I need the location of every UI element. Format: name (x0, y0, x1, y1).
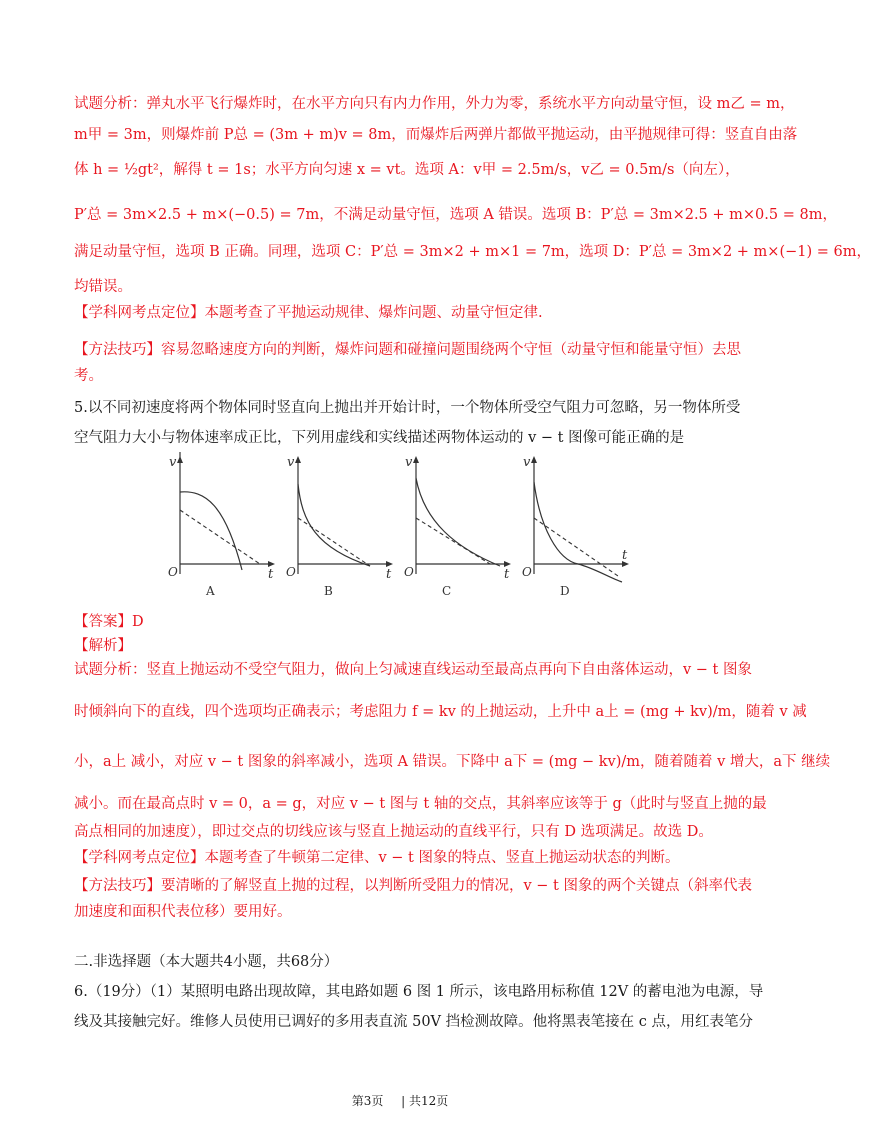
graph-d-option-label: D (560, 584, 570, 598)
graph-d-y-label: v (523, 455, 531, 470)
graph-c-solid-curve (416, 478, 500, 566)
graph-c-origin: O (404, 565, 414, 579)
graph-b-svg (278, 452, 396, 602)
graph-b-option-label: B (324, 584, 333, 598)
kaodian-line: 【学科网考点定位】本题考查了平抛运动规律、爆炸问题、动量守恒定律. (74, 305, 543, 321)
graph-d-origin: O (522, 565, 532, 579)
answer-analysis-line-5: 高点相同的加速度），即过交点的切线应该与竖直上抛运动的直线平行，只有 D 选项满足。故选 D。 (74, 824, 713, 840)
graph-c (396, 452, 514, 602)
answer-line: 【答案】D (74, 614, 144, 630)
graph-d-x-label: t (622, 548, 628, 563)
graph-d (514, 452, 632, 602)
graph-b-solid-curve (298, 484, 370, 566)
graph-b-y-label: v (287, 455, 295, 470)
analysis-line-4: P′总 = 3m×2.5 + m×(−0.5) = 7m，不满足动量守恒，选项 A 错误。选项 B：P′总 = 3m×2.5 + m×0.5 = 8m， (74, 207, 837, 223)
answer-analysis-line-2: 时倾斜向下的直线，四个选项均正确表示；考虑阻力 f = kv 的上抛运动，上升中 a上 = (mg + kv)/m，随着 v 减 (74, 704, 807, 720)
graph-c-svg (396, 452, 514, 602)
graph-d-y-arrow (531, 456, 537, 463)
graph-c-dashed-line (416, 518, 490, 564)
graph-a-svg (160, 452, 278, 602)
analysis-line-1: 试题分析：弹丸水平飞行爆炸时，在水平方向只有内力作用，外力为零，系统水平方向动量守恒，设 m乙 = m， (74, 96, 795, 112)
fangfa-line-1: 【方法技巧】容易忽略速度方向的判断，爆炸问题和碰撞问题围绕两个守恒（动量守恒和能量守恒）去思 (74, 342, 741, 358)
graph-b-dashed-line (298, 518, 370, 566)
graph-c-y-label: v (405, 455, 413, 470)
page-total: 共12页 (408, 1094, 449, 1108)
graph-c-y-arrow (413, 456, 419, 463)
analysis-line-3: 体 h = ½gt²，解得 t = 1s；水平方向匀速 x = vt。选项 A：v甲 = 2.5m/s，v乙 = 0.5m/s（向左）， (74, 162, 740, 178)
question5-line-1: 5.以不同初速度将两个物体同时竖直向上抛出并开始计时，一个物体所受空气阻力可忽略，另一物体所受 (74, 400, 741, 416)
graph-a (160, 452, 278, 602)
graph-a-origin: O (168, 565, 178, 579)
graph-a-y-label: v (169, 455, 177, 470)
analysis-line-2: m甲 = 3m，则爆炸前 P总 = (3m + m)v = 8m，而爆炸后两弹片都做平抛运动，由平抛规律可得：竖直自由落 (74, 127, 798, 143)
graph-b (278, 452, 396, 602)
graph-c-x-label: t (504, 567, 510, 582)
graph-b-origin: O (286, 565, 296, 579)
fangfa-line-2: 考。 (74, 368, 103, 384)
graph-d-svg (514, 452, 632, 602)
graph-a-y-arrow (177, 456, 183, 463)
graph-b-x-label: t (386, 567, 392, 582)
answer-analysis-line-1: 试题分析：竖直上抛运动不受空气阻力，做向上匀减速直线运动至最高点再向下自由落体运动，v − t 图象 (74, 662, 752, 678)
footer-divider: | (401, 1094, 406, 1108)
graph-d-solid-curve (534, 482, 622, 582)
question5-line-2: 空气阻力大小与物体速率成正比，下列用虚线和实线描述两物体运动的 v − t 图像可能正确的是 (74, 430, 685, 446)
section2-heading: 二.非选择题（本大题共4小题，共68分） (74, 954, 339, 970)
page-number: 第3页 (351, 1094, 384, 1108)
page-footer (0, 1092, 800, 1109)
graph-a-option-label: A (206, 584, 215, 598)
graph-d-dashed-line (534, 518, 618, 576)
jiexi-line: 【解析】 (74, 638, 132, 654)
answer-analysis-line-3: 小，a上 减小，对应 v − t 图象的斜率减小，选项 A 错误。下降中 a下 = (mg − kv)/m，随着随着 v 增大，a下 继续 (74, 754, 831, 770)
graph-b-y-arrow (295, 456, 301, 463)
answer-fangfa-line-2: 加速度和面积代表位移）要用好。 (74, 904, 292, 920)
answer-analysis-line-4: 减小。而在最高点时 v = 0，a = g，对应 v − t 图与 t 轴的交点，其斜率应该等于 g（此时与竖直上抛的最 (74, 796, 767, 812)
question6-line-1: 6.（19分）（1）某照明电路出现故障，其电路如题 6 图 1 所示，该电路用标称值 12V 的蓄电池为电源，导 (74, 984, 764, 1000)
graph-a-x-label: t (268, 567, 274, 582)
analysis-line-5: 满足动量守恒，选项 B 正确。同理，选项 C：P′总 = 3m×2 + m×1 = 7m，选项 D：P′总 = 3m×2 + m×(−1) = 6m， (74, 244, 871, 260)
question6-line-2: 线及其接触完好。维修人员使用已调好的多用表直流 50V 挡检测故障。他将黑表笔接在 c 点，用红表笔分 (74, 1014, 753, 1030)
graph-c-option-label: C (442, 584, 452, 598)
answer-kaodian-line: 【学科网考点定位】本题考查了牛顿第二定律、v − t 图象的特点、竖直上抛运动状态的判断。 (74, 850, 680, 866)
graph-a-dashed-line (180, 510, 260, 564)
answer-fangfa-line-1: 【方法技巧】要清晰的了解竖直上抛的过程，以判断所受阻力的情况，v − t 图象的两个关键点（斜率代表 (74, 878, 752, 894)
analysis-line-6: 均错误。 (74, 279, 132, 295)
vt-graphs (160, 452, 630, 602)
